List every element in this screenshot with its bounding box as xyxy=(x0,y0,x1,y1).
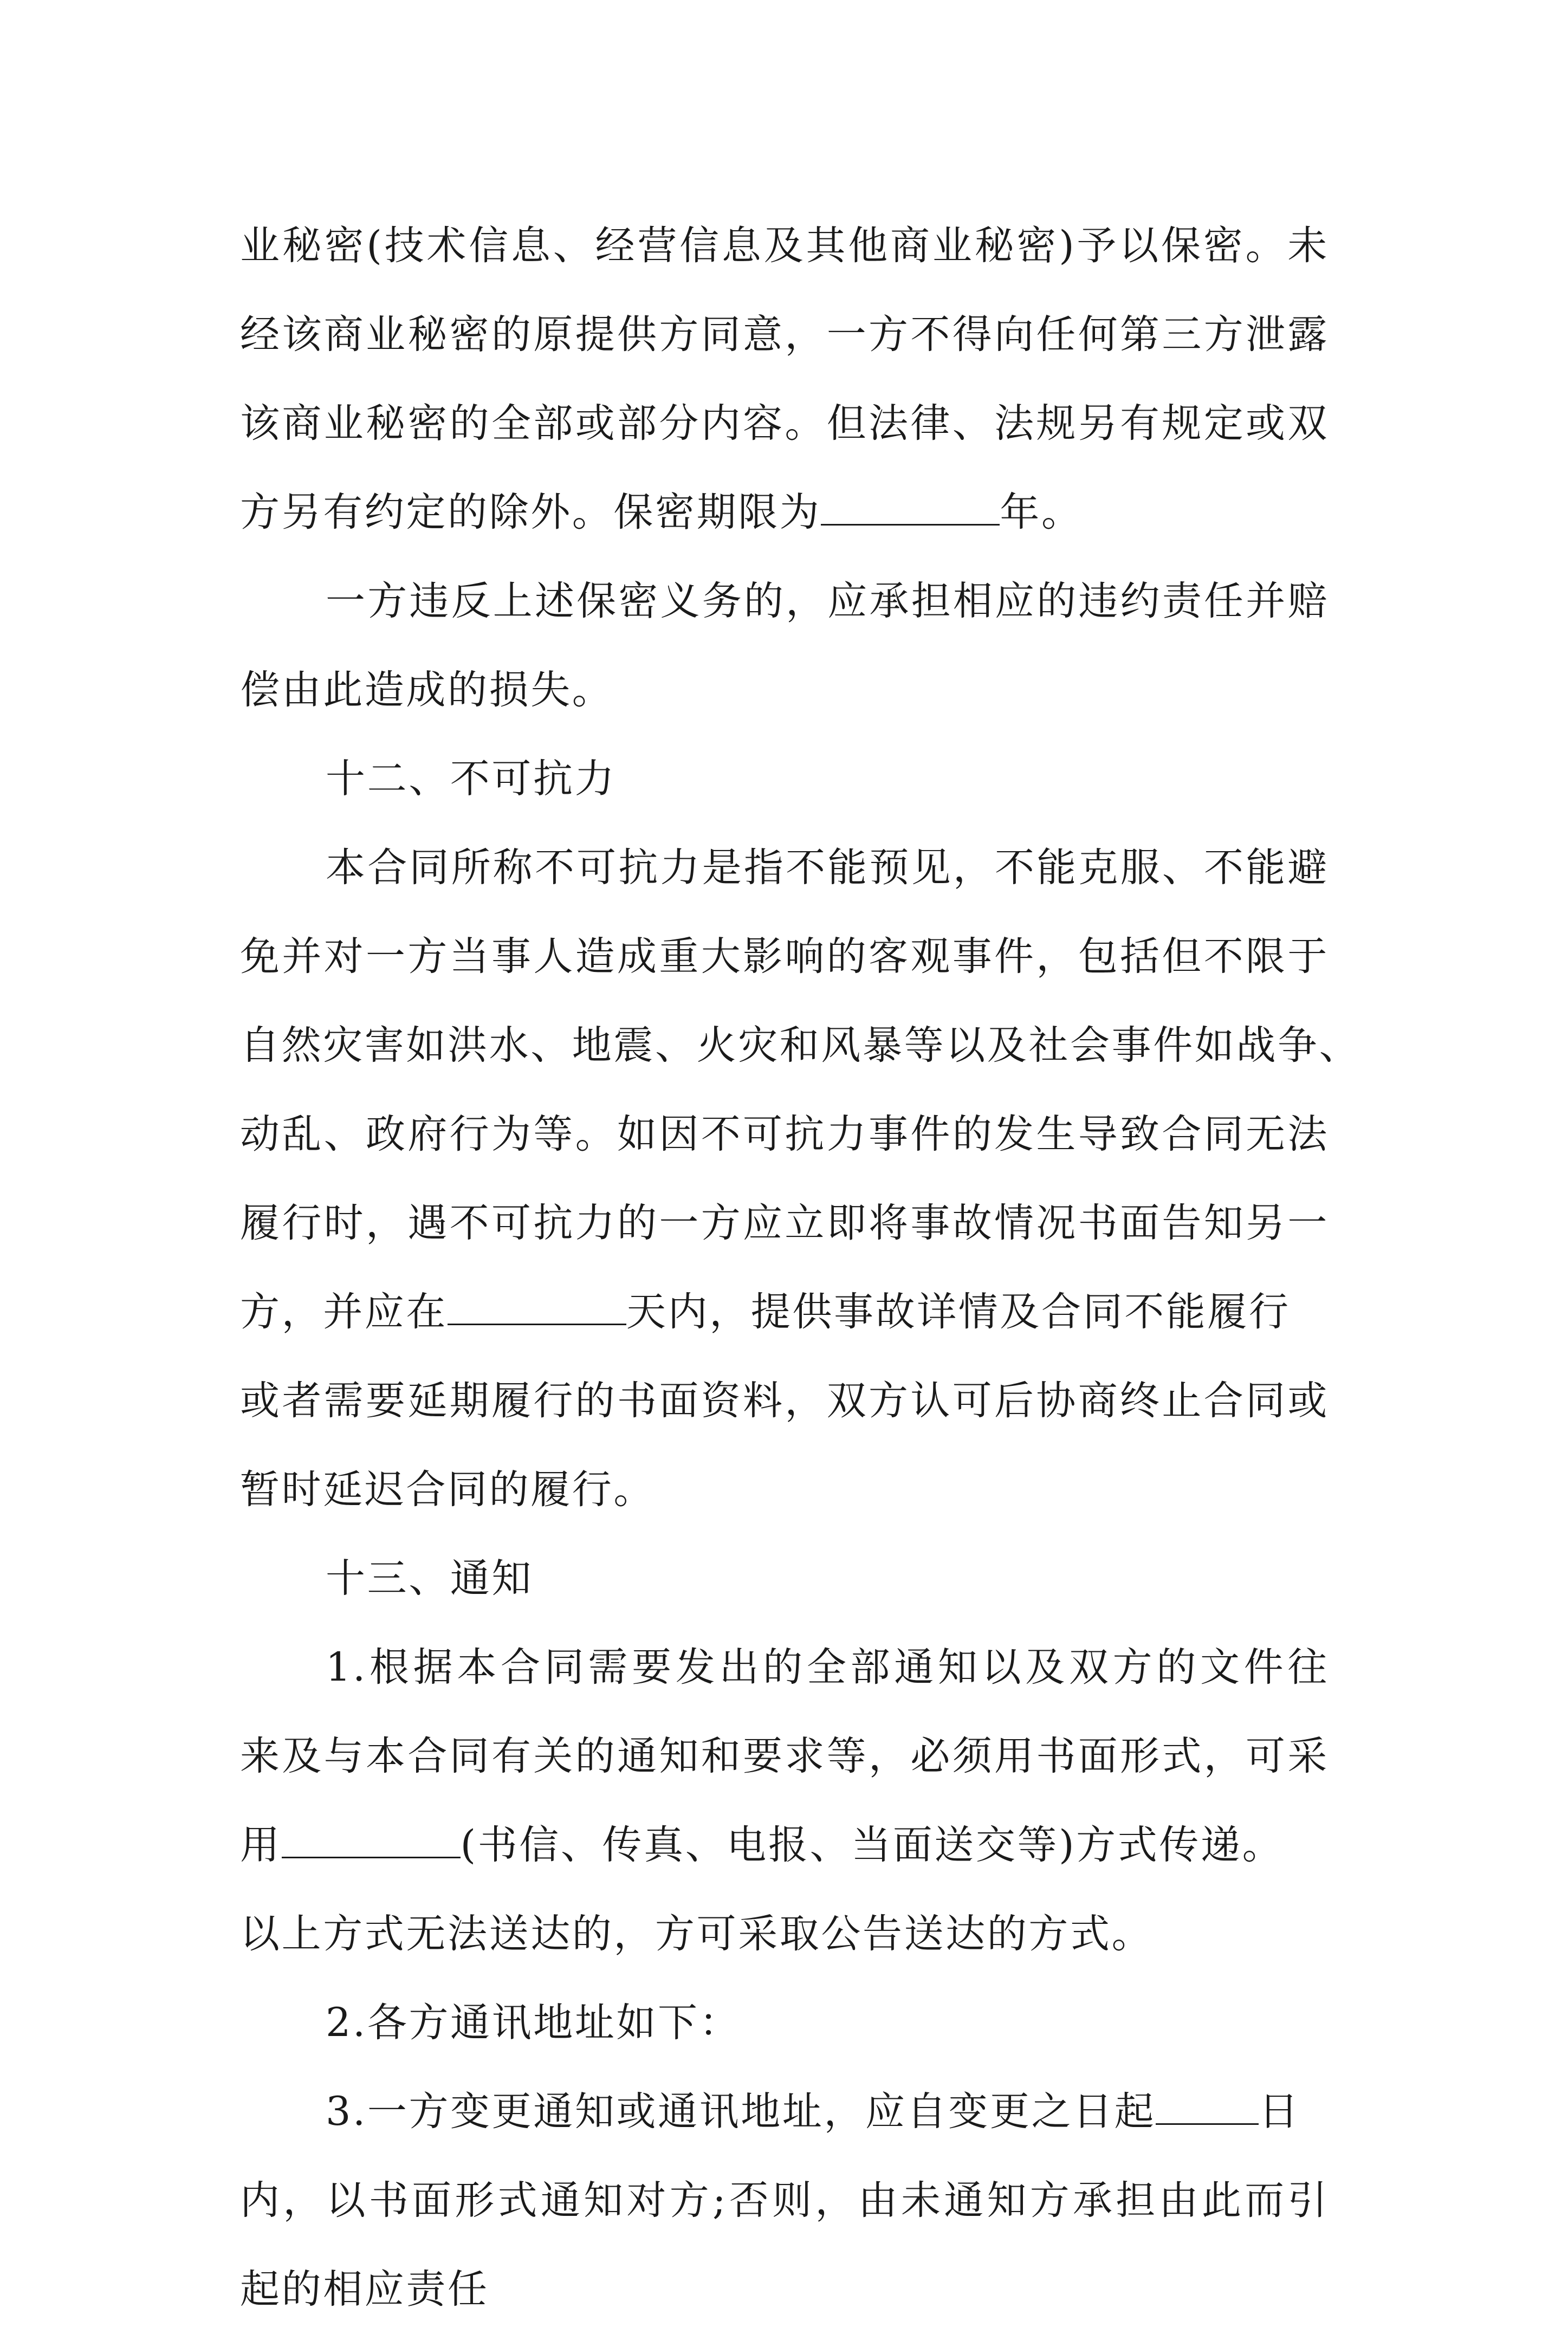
paragraph-line: 自然灾害如洪水、地震、火灾和风暴等以及社会事件如战争、 xyxy=(240,1022,1361,1068)
paragraph-line: 来及与本合同有关的通知和要求等，必须用书面形式，可采 xyxy=(240,1733,1329,1779)
paragraph-line: 内，以书面形式通知对方;否则，由未通知方承担由此而引 xyxy=(240,2177,1329,2223)
paragraph-line-with-blank xyxy=(240,2067,1329,2156)
paragraph-line: 一方违反上述保密义务的，应承担相应的违约责任并赔 xyxy=(326,578,1329,624)
fill-in-blank xyxy=(1156,2092,1259,2125)
line-text: 方另有约定的除外。保密期限为 xyxy=(240,489,821,535)
paragraph-line: 暂时延迟合同的履行。 xyxy=(240,1467,655,1513)
paragraph-line: 偿由此造成的损失。 xyxy=(240,667,614,713)
paragraph-line-with-blank xyxy=(240,1801,1329,1890)
fill-in-blank xyxy=(821,492,1000,526)
line-text: 3.一方变更通知或通讯地址，应自变更之日起 xyxy=(326,2089,1156,2135)
line-text: (书信、传真、电报、当面送交等)方式传递。 xyxy=(460,1822,1284,1868)
line-text: 方，并应在 xyxy=(240,1289,448,1335)
fill-in-blank xyxy=(282,1825,461,1858)
paragraph-line: 或者需要延期履行的书面资料，双方认可后协商终止合同或 xyxy=(240,1378,1329,1424)
paragraph-line: 免并对一方当事人造成重大影响的客观事件，包括但不限于 xyxy=(240,933,1329,980)
line-text: 天内，提供事故详情及合同不能履行 xyxy=(626,1289,1291,1335)
line-text: 年。 xyxy=(1000,489,1083,535)
list-item: 2.各方通讯地址如下： xyxy=(326,2000,741,2046)
line-text: 日 xyxy=(1259,2089,1300,2135)
document-body xyxy=(240,202,1361,2334)
paragraph-line: 动乱、政府行为等。如因不可抗力事件的发生导致合同无法 xyxy=(240,1111,1329,1157)
line-text: 用 xyxy=(240,1822,282,1868)
paragraph-line-with-blank xyxy=(240,1268,1329,1357)
section-heading: 十三、通知 xyxy=(326,1555,533,1602)
paragraph-line: 1.根据本合同需要发出的全部通知以及双方的文件往 xyxy=(326,1644,1329,1690)
paragraph-line: 履行时，遇不可抗力的一方应立即将事故情况书面告知另一 xyxy=(240,1200,1329,1246)
paragraph-line: 经该商业秘密的原提供方同意，一方不得向任何第三方泄露 xyxy=(240,312,1329,358)
paragraph-line: 本合同所称不可抗力是指不能预见，不能克服、不能避 xyxy=(326,845,1329,891)
paragraph-line: 该商业秘密的全部或部分内容。但法律、法规另有规定或双 xyxy=(240,400,1329,446)
paragraph-line: 以上方式无法送达的，方可采取公告送达的方式。 xyxy=(240,1911,1154,1957)
fill-in-blank xyxy=(448,1292,626,1325)
section-heading: 十二、不可抗力 xyxy=(326,756,617,802)
paragraph-line: 业秘密(技术信息、经营信息及其他商业秘密)予以保密。未 xyxy=(240,223,1329,269)
paragraph-line-with-blank xyxy=(240,468,1329,557)
paragraph-line: 起的相应责任 xyxy=(240,2266,489,2312)
